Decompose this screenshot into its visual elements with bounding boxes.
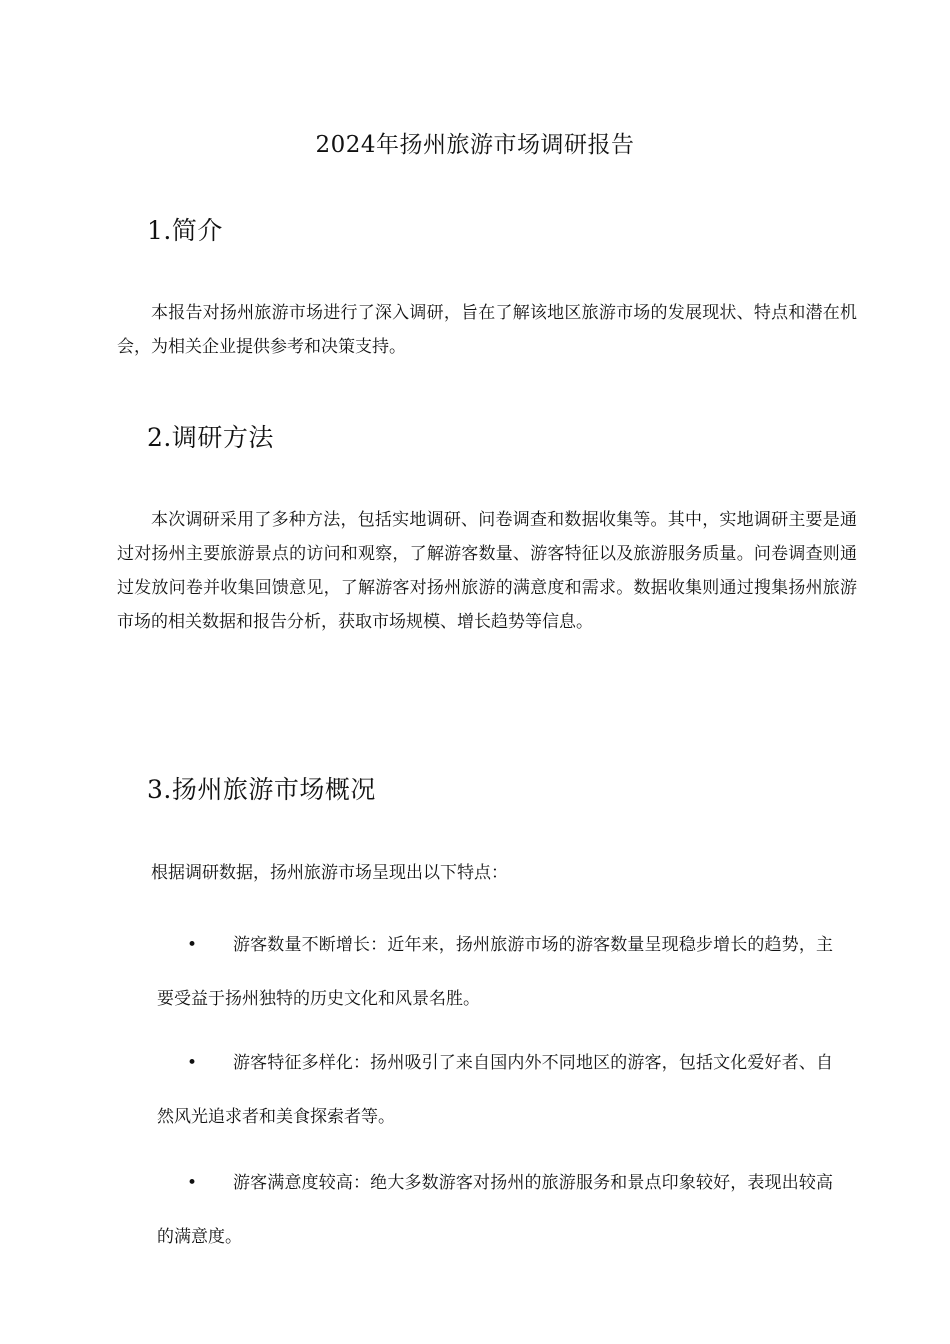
section-heading-overview: 3.扬州旅游市场概况 <box>147 775 376 804</box>
bullet-marker: • <box>187 1173 198 1193</box>
intro-paragraph: 本报告对扬州旅游市场进行了深入调研，旨在了解该地区旅游市场的发展现状、特点和潜在机会，为相关企业提供参考和决策支持。 <box>117 303 857 357</box>
section-heading-method: 2.调研方法 <box>147 423 274 452</box>
bullet-item-visitor-growth: 游客数量不断增长：近年来，扬州旅游市场的游客数量呈现稳步增长的趋势，主要受益于扬州独特的历史文化和风景名胜。 <box>157 935 833 1009</box>
bullet-marker: • <box>187 935 198 955</box>
bullet-item-satisfaction: 游客满意度较高：绝大多数游客对扬州的旅游服务和景点印象较好，表现出较高的满意度。 <box>157 1173 833 1247</box>
document-title: 2024年扬州旅游市场调研报告 <box>315 132 635 158</box>
bullet-marker: • <box>187 1053 198 1073</box>
method-paragraph: 本次调研采用了多种方法，包括实地调研、问卷调查和数据收集等。其中，实地调研主要是通过对扬州主要旅游景点的访问和观察，了解游客数量、游客特征以及旅游服务质量。问卷调查则通过发放问卷并收集回馈意见，了解游客对扬州旅游的满意度和需求。数据收集则通过搜集扬州旅游市场的相关数据和报告分析，获取市场规模、增长趋势等信息。 <box>117 510 857 632</box>
overview-intro-paragraph: 根据调研数据，扬州旅游市场呈现出以下特点： <box>151 863 508 883</box>
bullet-item-visitor-diversity: 游客特征多样化：扬州吸引了来自国内外不同地区的游客，包括文化爱好者、自然风光追求者和美食探索者等。 <box>157 1053 833 1127</box>
section-heading-intro: 1.简介 <box>147 216 223 245</box>
